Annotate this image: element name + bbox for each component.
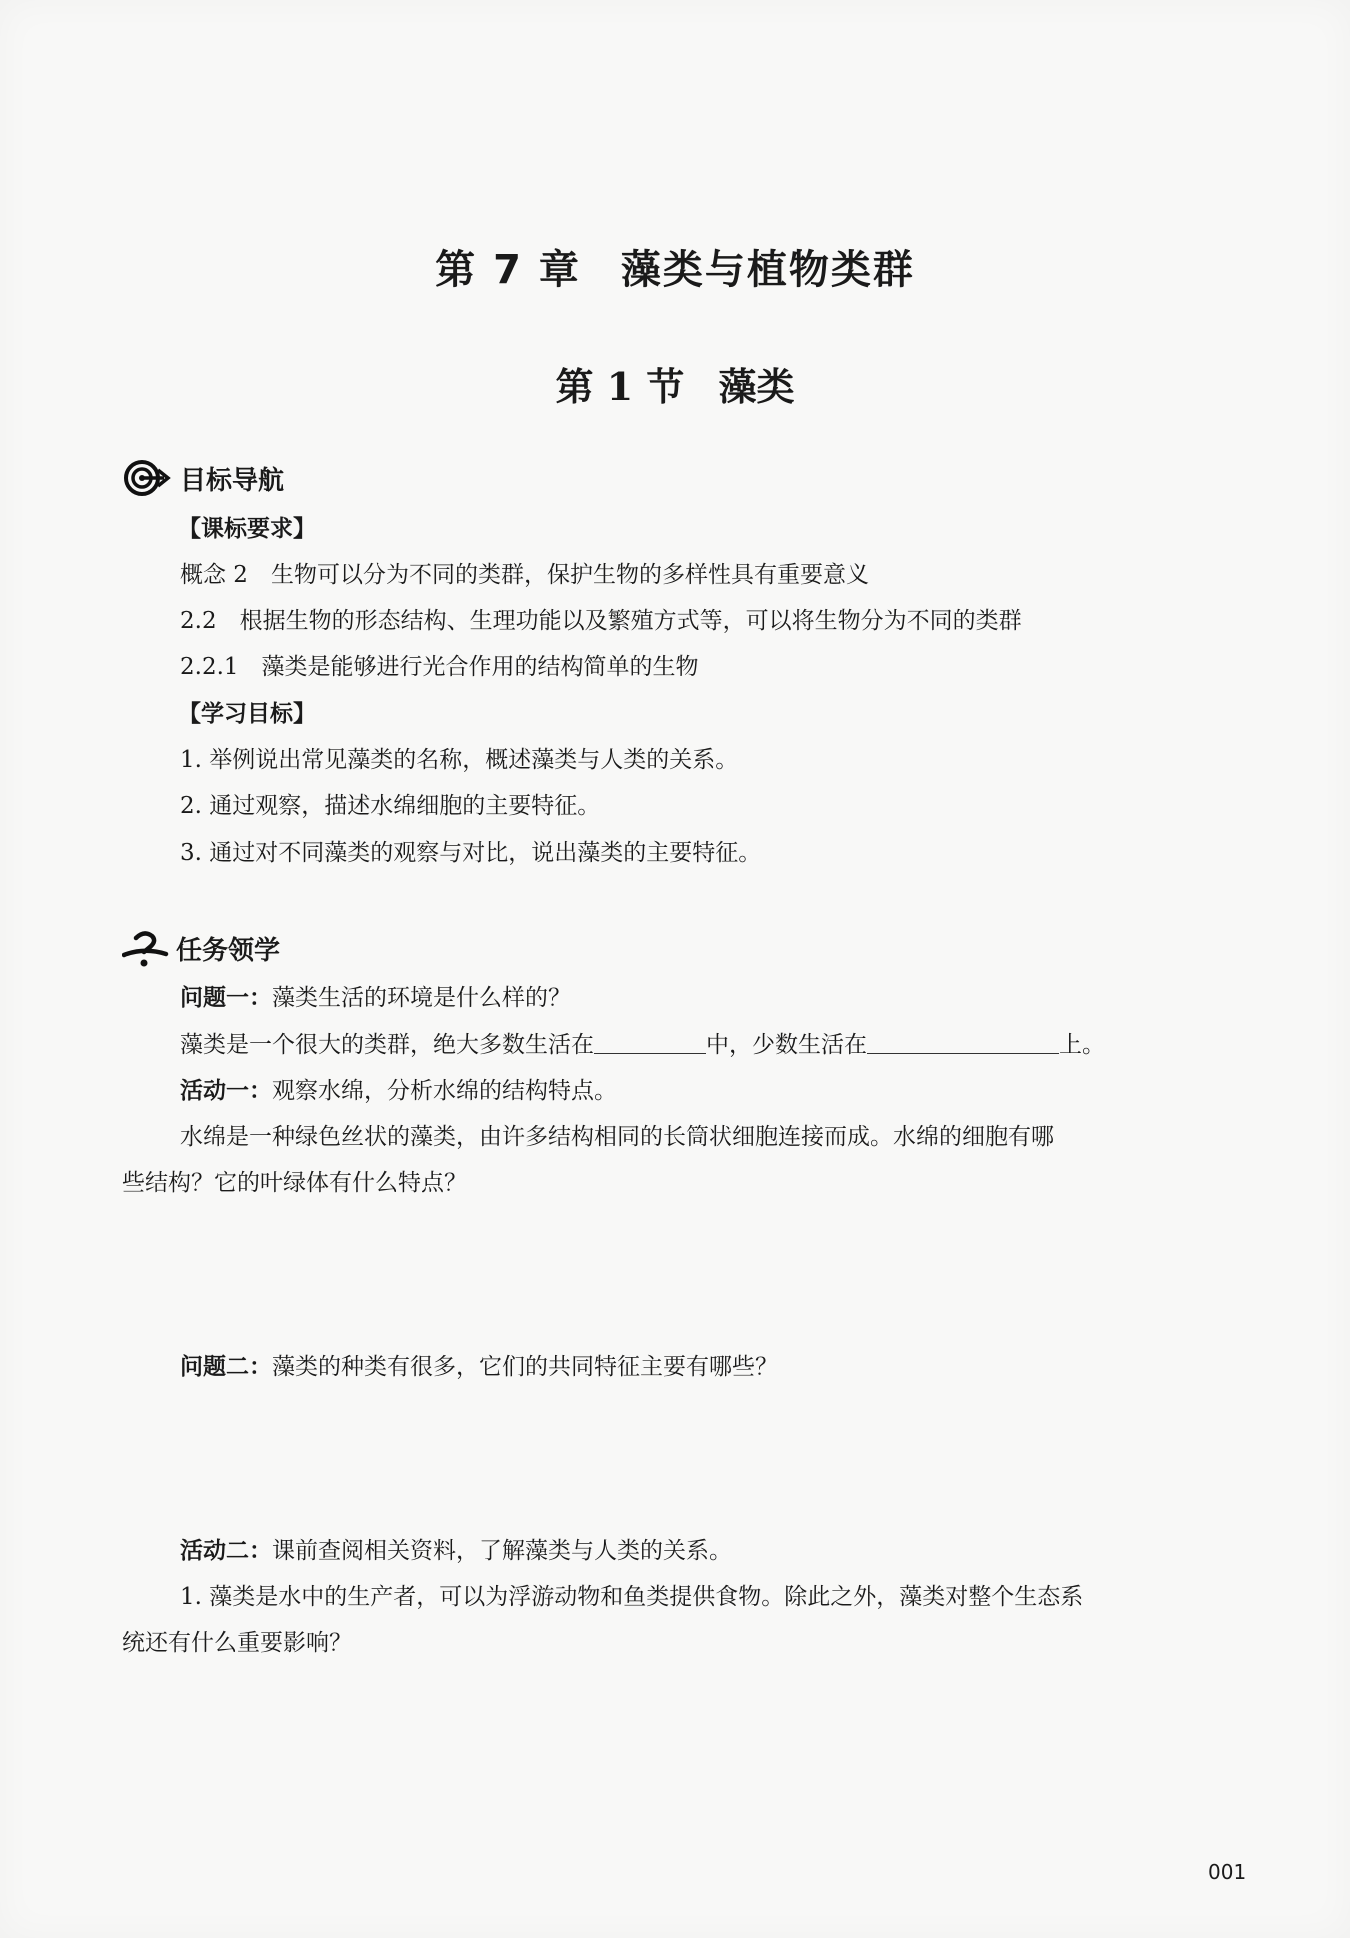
page-number: 001 bbox=[1208, 1860, 1247, 1884]
chapter-number: 第 7 章 bbox=[435, 247, 581, 293]
activity-1-text: 观察水绵，分析水绵的结构特点。 bbox=[272, 1078, 617, 1104]
task-icon bbox=[122, 928, 170, 968]
curriculum-item: 2.2.1 藻类是能够进行光合作用的结构简单的生物 bbox=[180, 654, 699, 680]
fill-in-sentence bbox=[180, 1029, 1105, 1060]
goal-nav-title: 目标导航 bbox=[180, 465, 285, 496]
question-2 bbox=[180, 1352, 778, 1382]
activity-2 bbox=[180, 1536, 732, 1566]
activity-2-text: 课前查阅相关资料，了解藻类与人类的关系。 bbox=[272, 1538, 732, 1564]
blank-field-land[interactable] bbox=[867, 1029, 1059, 1054]
objective-item: 2. 通过观察，描述水绵细胞的主要特征。 bbox=[180, 793, 601, 819]
chapter-name: 藻类与植物类群 bbox=[620, 247, 915, 293]
question-1-text: 藻类生活的环境是什么样的？ bbox=[272, 985, 571, 1011]
activity-1-paragraph: 些结构？它的叶绿体有什么特点？ bbox=[122, 1170, 467, 1196]
curriculum-label: 【课标要求】 bbox=[178, 516, 316, 542]
curriculum-item: 概念 2 生物可以分为不同的类群，保护生物的多样性具有重要意义 bbox=[180, 562, 869, 588]
question-1 bbox=[180, 983, 571, 1013]
section-title bbox=[0, 356, 1350, 411]
section-name: 藻类 bbox=[718, 364, 795, 409]
objective-item: 1. 举例说出常见藻类的名称，概述藻类与人类的关系。 bbox=[180, 747, 739, 773]
question-2-label: 问题二： bbox=[180, 1354, 272, 1380]
task-learning-title: 任务领学 bbox=[176, 935, 281, 966]
activity-1 bbox=[180, 1076, 617, 1106]
fill-text: 藻类是一个很大的类群，绝大多数生活在 bbox=[180, 1032, 594, 1058]
fill-text: 上。 bbox=[1059, 1032, 1105, 1058]
chapter-title bbox=[0, 238, 1350, 295]
question-2-text: 藻类的种类有很多，它们的共同特征主要有哪些？ bbox=[272, 1354, 778, 1380]
blank-field-water[interactable] bbox=[594, 1029, 706, 1054]
section-number: 第 1 节 bbox=[555, 364, 685, 409]
activity-1-paragraph: 水绵是一种绿色丝状的藻类，由许多结构相同的长筒状细胞连接而成。水绵的细胞有哪 bbox=[180, 1124, 1054, 1150]
curriculum-item: 2.2 根据生物的形态结构、生理功能以及繁殖方式等，可以将生物分为不同的类群 bbox=[180, 608, 1022, 634]
task-learning-heading bbox=[122, 928, 280, 968]
goal-nav-heading bbox=[122, 458, 284, 498]
target-icon bbox=[122, 458, 174, 498]
objectives-label: 【学习目标】 bbox=[178, 701, 316, 727]
fill-text: 中，少数生活在 bbox=[706, 1032, 867, 1058]
activity-2-item: 1. 藻类是水中的生产者，可以为浮游动物和鱼类提供食物。除此之外，藻类对整个生态系 bbox=[180, 1584, 1084, 1610]
activity-1-label: 活动一： bbox=[180, 1078, 272, 1104]
activity-2-item: 统还有什么重要影响？ bbox=[122, 1630, 352, 1656]
activity-2-label: 活动二： bbox=[180, 1538, 272, 1564]
question-1-label: 问题一： bbox=[180, 985, 272, 1011]
objective-item: 3. 通过对不同藻类的观察与对比，说出藻类的主要特征。 bbox=[180, 840, 762, 866]
